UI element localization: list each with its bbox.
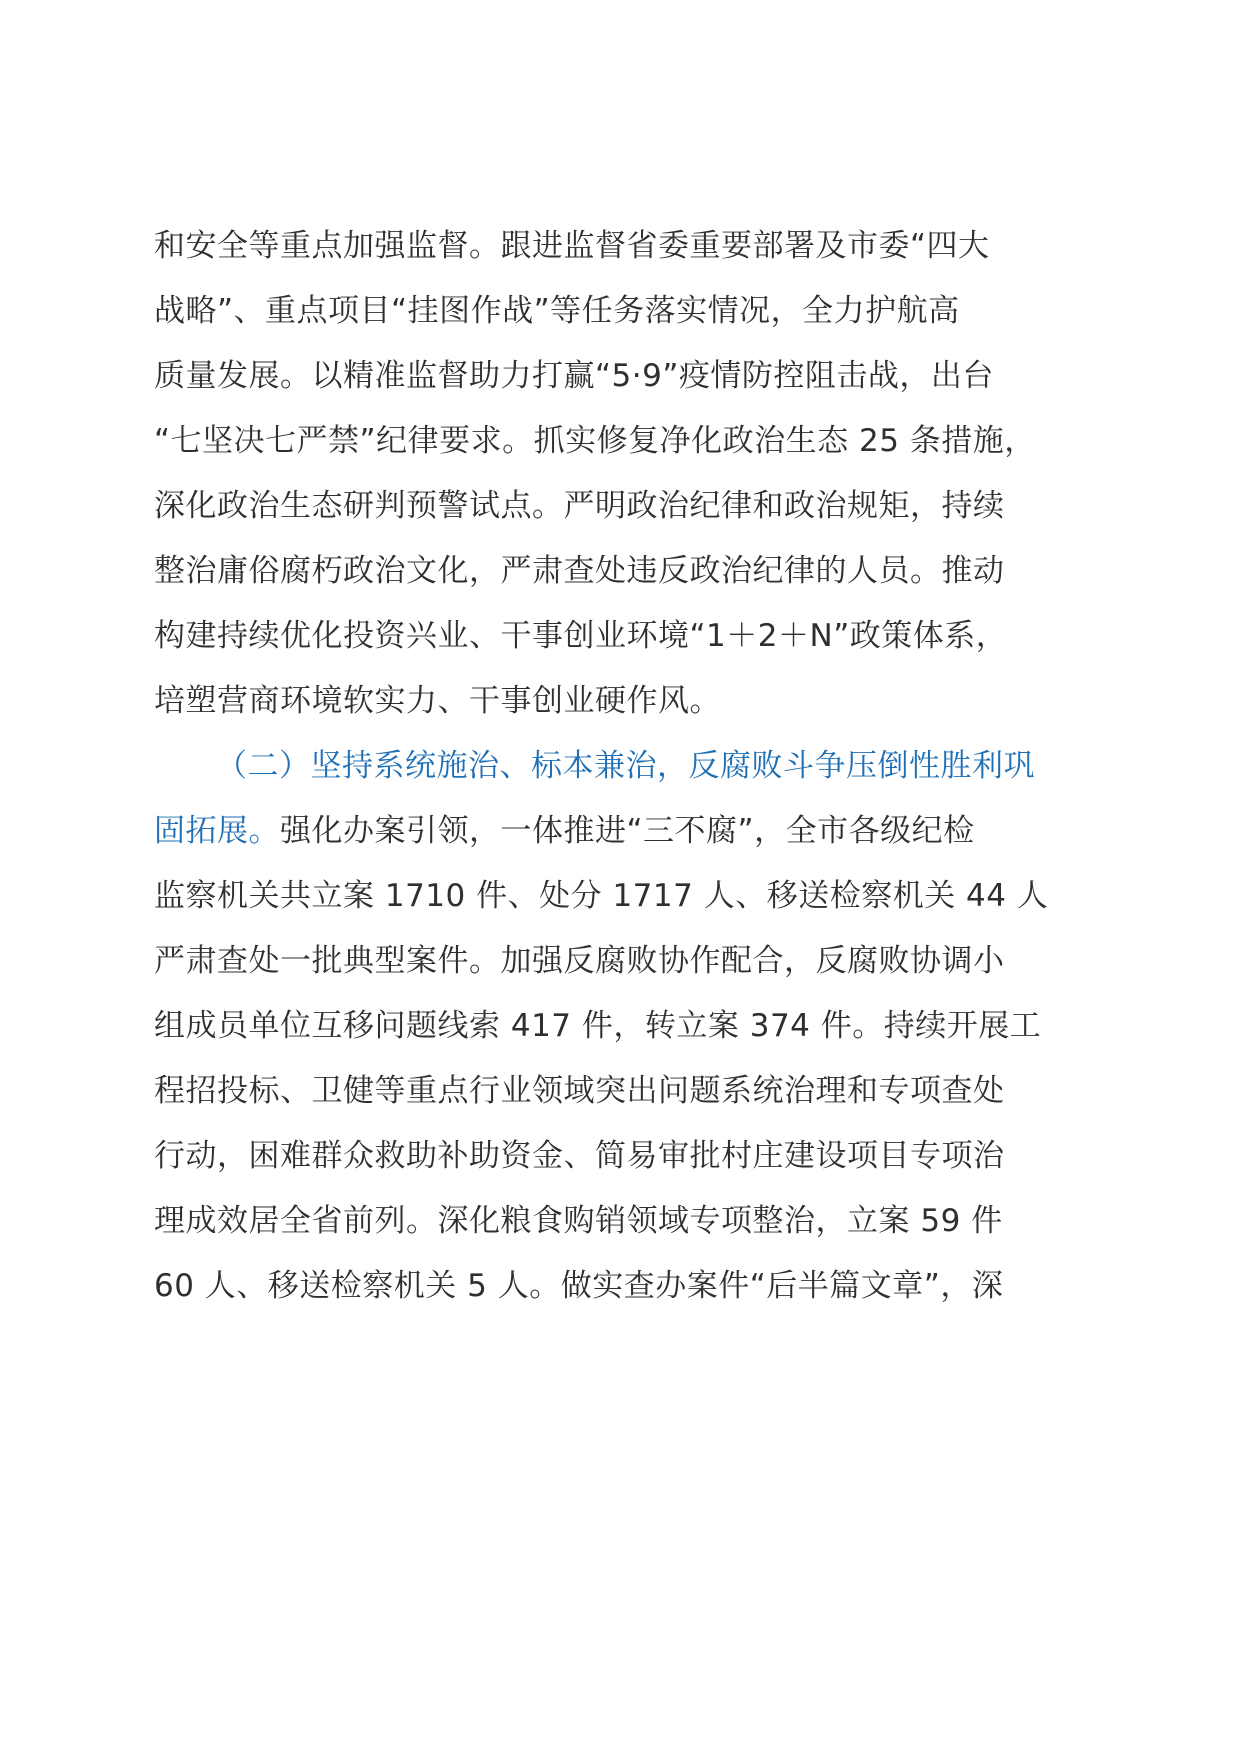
paragraph-line: 行动，困难群众救助补助资金、简易审批村庄建设项目专项治	[154, 1138, 1005, 1174]
paragraph-line: 战略”、重点项目“挂图作战”等任务落实情况，全力护航高	[154, 293, 960, 329]
paragraph-line: 质量发展。以精准监督助力打赢“5·9”疫情防控阻击战，出台	[154, 358, 994, 394]
section-heading-line	[154, 734, 1094, 799]
paragraph-line: 监察机关共立案 1710 件、处分 1717 人、移送检察机关 44 人	[154, 878, 1049, 914]
paragraph-line: 和安全等重点加强监督。跟进监督省委重要部署及市委“四大	[154, 228, 990, 264]
paragraph-line: 理成效居全省前列。深化粮食购销领域专项整治，立案 59 件	[154, 1203, 1003, 1239]
paragraph-line: 组成员单位互移问题线索 417 件，转立案 374 件。持续开展工	[154, 1008, 1042, 1044]
section-heading: （二）坚持系统施治、标本兼治，反腐败斗争压倒性胜利巩	[216, 748, 1035, 784]
paragraph-line: “七坚决七严禁”纪律要求。抓实修复净化政治生态 25 条措施，	[154, 423, 1036, 459]
paragraph-line: 整治庸俗腐朽政治文化，严肃查处违反政治纪律的人员。推动	[154, 553, 1005, 589]
section-heading-line	[154, 799, 1094, 864]
section-heading-continued: 固拓展。	[154, 813, 280, 849]
document-body	[154, 214, 1094, 1319]
paragraph-line: 培塑营商环境软实力、干事创业硬作风。	[154, 683, 721, 719]
paragraph-line: 严肃查处一批典型案件。加强反腐败协作配合，反腐败协调小	[154, 943, 1005, 979]
paragraph-line: 构建持续优化投资兴业、干事创业环境“1＋2＋N”政策体系，	[154, 618, 1008, 654]
paragraph-text: 强化办案引领，一体推进“三不腐”，全市各级纪检	[280, 813, 975, 849]
paragraph-line: 60 人、移送检察机关 5 人。做实查办案件“后半篇文章”，深	[154, 1268, 1004, 1304]
paragraph-line: 程招投标、卫健等重点行业领域突出问题系统治理和专项查处	[154, 1073, 1005, 1109]
paragraph-line: 深化政治生态研判预警试点。严明政治纪律和政治规矩，持续	[154, 488, 1005, 524]
